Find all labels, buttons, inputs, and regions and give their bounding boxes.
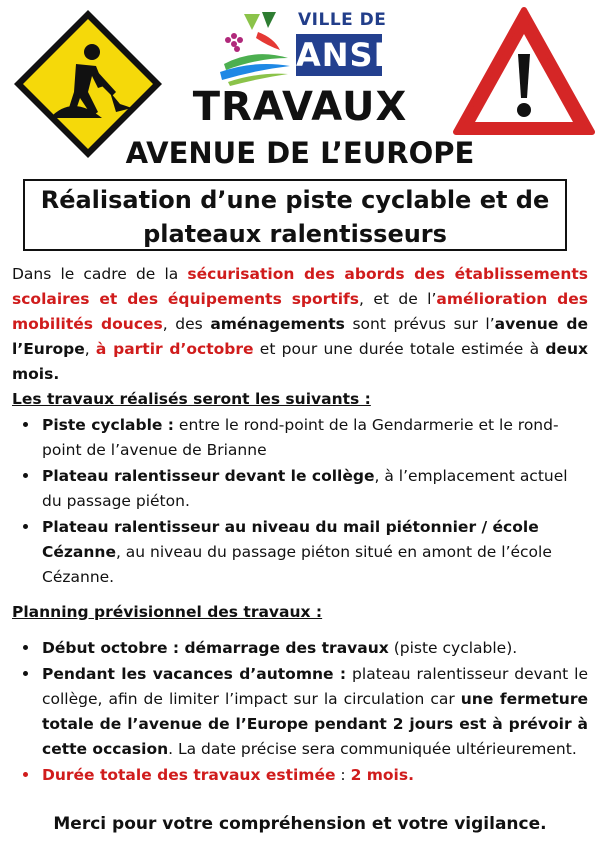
list-item bbox=[40, 514, 588, 590]
intro-emphasis: aménagements bbox=[210, 315, 345, 333]
intro-highlight: amélioration des mobilités douces bbox=[12, 290, 588, 333]
page-title: TRAVAUX bbox=[192, 84, 408, 130]
main-content bbox=[12, 262, 588, 788]
list-item bbox=[40, 463, 588, 514]
footer-message: Merci pour votre compréhension et votre vigilance. bbox=[53, 814, 547, 834]
warning-sign-icon bbox=[452, 6, 596, 138]
list-item bbox=[40, 762, 588, 788]
planning-list bbox=[12, 635, 588, 788]
item-label: Plateau ralentisseur au niveau du mail piétonnier / école Cézanne bbox=[42, 518, 539, 561]
intro-text: , des bbox=[162, 315, 211, 333]
item-text: , au niveau du passage piéton situé en amont de l’école Cézanne. bbox=[42, 543, 552, 586]
duration-value: 2 mois. bbox=[350, 766, 414, 784]
item-text: , à l’emplacement actuel du passage piéton. bbox=[42, 467, 568, 510]
item-label: Piste cyclable : bbox=[42, 416, 174, 434]
item-label: Plateau ralentisseur devant le collège bbox=[42, 467, 375, 485]
list-item bbox=[40, 661, 588, 762]
item-text: entre le rond-point de la Gendarmerie et le rond-point de l’avenue de Brianne bbox=[42, 416, 559, 459]
list-item bbox=[40, 412, 588, 463]
intro-emphasis: avenue de l’Europe bbox=[12, 315, 588, 358]
works-list bbox=[12, 412, 588, 590]
planning-section-title: Planning prévisionnel des travaux : bbox=[12, 603, 323, 621]
list-item bbox=[40, 635, 588, 661]
closure-warning: une fermeture totale de l’avenue de l’Europe pendant 2 jours est à prévoir à cette occasion bbox=[42, 690, 588, 758]
header bbox=[0, 0, 600, 180]
intro-paragraph bbox=[12, 262, 588, 387]
duration-label: Durée totale des travaux estimée bbox=[42, 766, 336, 784]
logo-city-name: ANSE bbox=[296, 36, 397, 74]
intro-text: , et de l’ bbox=[359, 290, 437, 308]
intro-text: et pour une durée totale estimée à bbox=[253, 340, 546, 358]
intro-highlight: à partir d’octobre bbox=[95, 340, 254, 358]
item-label: Début octobre : démarrage des travaux bbox=[42, 639, 389, 657]
duration-separator: : bbox=[335, 766, 351, 784]
project-title-box: Réalisation d’une piste cyclable et de plateaux ralentisseurs bbox=[23, 179, 567, 251]
item-text: (piste cyclable). bbox=[388, 639, 518, 657]
intro-text: Dans le cadre de la bbox=[12, 265, 188, 283]
intro-text: , bbox=[84, 340, 96, 358]
intro-text: sont prévus sur l’ bbox=[344, 315, 495, 333]
item-text: . La date précise sera communiquée ultérieurement. bbox=[168, 740, 577, 758]
page-subtitle: AVENUE DE L’EUROPE bbox=[125, 136, 475, 170]
intro-emphasis: deux mois. bbox=[12, 340, 588, 383]
works-section-title: Les travaux réalisés seront les suivants : bbox=[12, 390, 371, 408]
item-text: plateau ralentisseur devant le collège, afin de limiter l’impact sur la circulation car bbox=[42, 665, 588, 708]
intro-highlight: sécurisation des abords des établissements scolaires et des équipements sportifs bbox=[12, 265, 588, 308]
item-label: Pendant les vacances d’automne : bbox=[42, 665, 347, 683]
logo-city-prefix: VILLE DE bbox=[298, 10, 387, 30]
